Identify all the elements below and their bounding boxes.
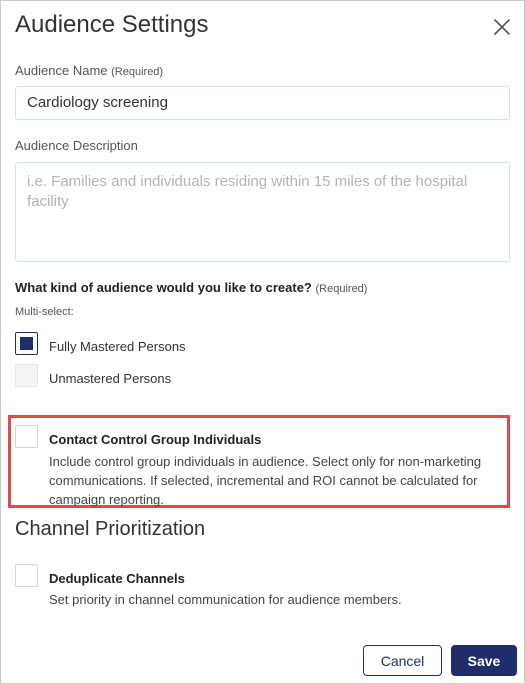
- audience-name-label: [15, 63, 163, 78]
- deduplicate-channels-title: Deduplicate Channels: [49, 571, 185, 586]
- fully-mastered-checkbox[interactable]: [15, 332, 38, 355]
- deduplicate-channels-checkbox[interactable]: [15, 564, 38, 587]
- audience-type-question-text: What kind of audience would you like to create?: [15, 280, 312, 295]
- audience-description-placeholder: i.e. Families and individuals residing within 15 miles of the hospital facility: [27, 173, 468, 210]
- deduplicate-channels-description: Set priority in channel communication for audience members.: [49, 592, 402, 607]
- fully-mastered-label: Fully Mastered Persons: [49, 339, 186, 354]
- audience-description-input[interactable]: [15, 162, 510, 262]
- audience-name-input[interactable]: [15, 86, 510, 120]
- unmastered-checkbox[interactable]: [15, 364, 38, 387]
- control-group-title: Contact Control Group Individuals: [49, 432, 262, 447]
- multi-select-hint: Multi-select:: [15, 306, 74, 318]
- close-icon[interactable]: [490, 15, 514, 39]
- required-marker: (Required): [111, 66, 164, 78]
- audience-type-question: [15, 280, 367, 295]
- unmastered-label: Unmastered Persons: [49, 371, 172, 386]
- required-marker: (Required): [315, 283, 368, 295]
- control-group-checkbox[interactable]: [15, 425, 38, 448]
- save-button[interactable]: Save: [451, 645, 517, 676]
- channel-prioritization-heading: Channel Prioritization: [15, 518, 206, 540]
- audience-name-label-text: Audience Name: [15, 63, 108, 78]
- control-group-description: Include control group individuals in audience. Select only for non-marketing communications. If selected, incremental and ROI cannot be calculated for campaign reporting.: [49, 454, 482, 507]
- audience-name-value: Cardiology screening: [27, 94, 168, 111]
- audience-description-label: Audience Description: [15, 138, 138, 153]
- dialog-title: Audience Settings: [15, 11, 209, 38]
- cancel-button[interactable]: Cancel: [363, 645, 442, 676]
